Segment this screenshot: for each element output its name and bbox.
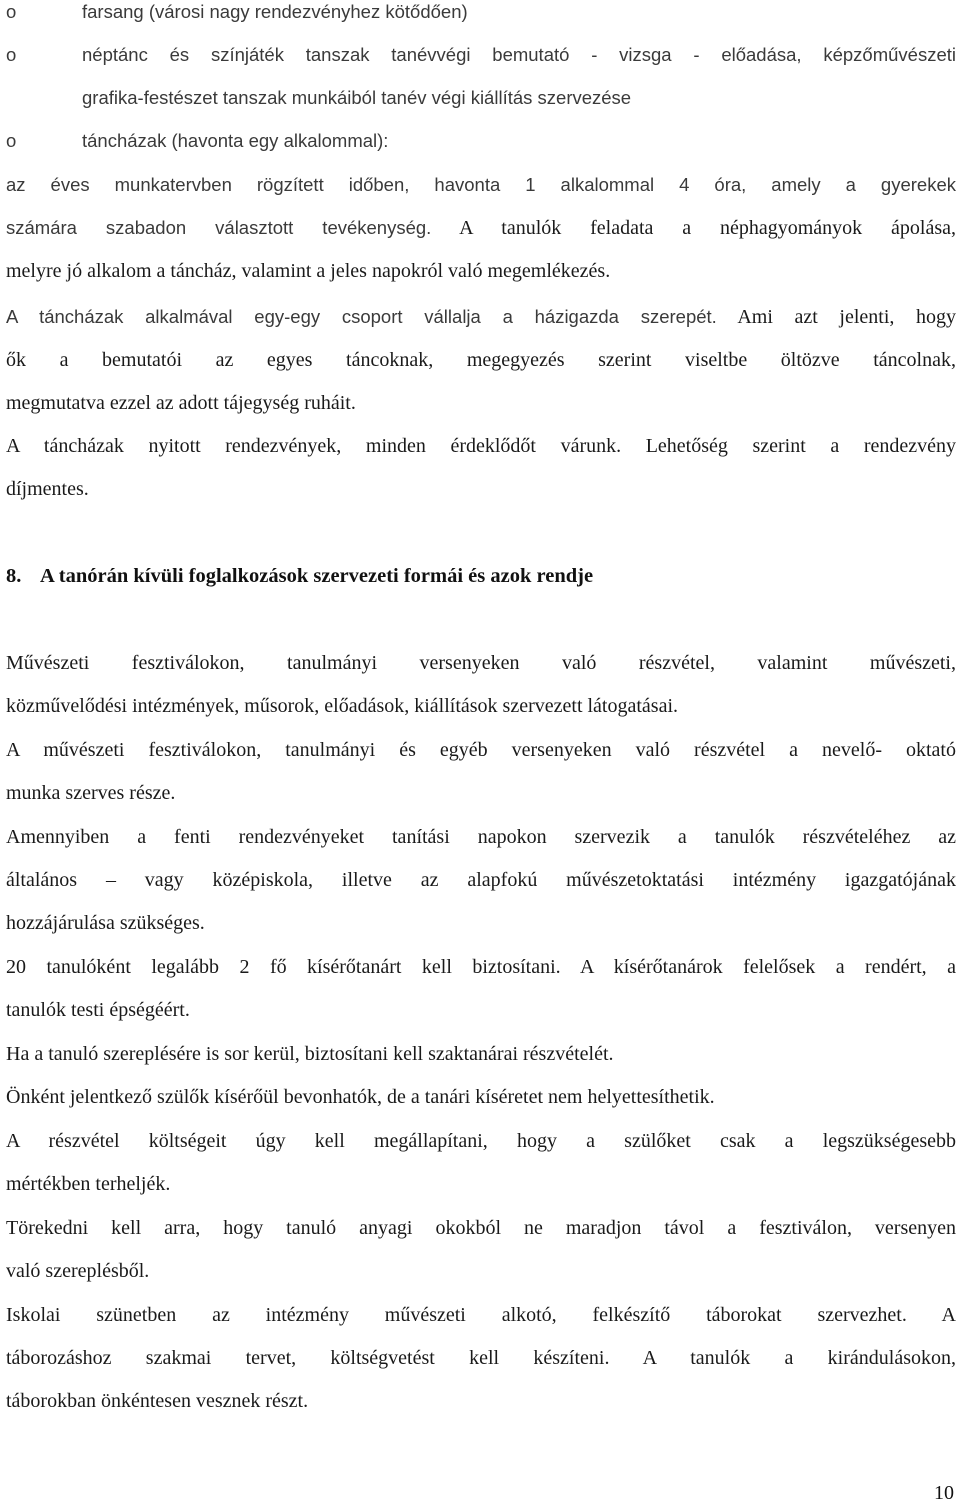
paragraph-line: Művészeti fesztiválokon, tanulmányi versenyeken való részvétel, valamint művészeti, — [6, 652, 956, 674]
paragraph — [6, 1294, 956, 1423]
paragraph-line: Iskolai szünetben az intézmény művészeti alkotó, felkészítő táborokat szervezhet. A — [6, 1304, 956, 1326]
bullet-marker: o — [6, 130, 17, 151]
paragraph-line: megmutatva ezzel az adott tájegység ruháit. — [6, 392, 356, 414]
list-item — [6, 0, 956, 33]
paragraph — [6, 1033, 956, 1076]
paragraph-line: mértékben terheljék. — [6, 1173, 171, 1195]
nyitott-paragraph — [6, 425, 956, 511]
list-item-text: farsang (városi nagy rendezvényhez kötődően) — [82, 1, 468, 22]
paragraph — [6, 1207, 956, 1293]
paragraph-line: tanulók testi épségéért. — [6, 999, 190, 1021]
section-heading — [6, 555, 593, 598]
list-item-text: táncházak (havonta egy alkalommal): — [82, 130, 389, 151]
paragraph — [6, 1076, 956, 1119]
hazigazda-paragraph — [6, 295, 956, 425]
list-item — [6, 119, 956, 162]
paragraph-line: hozzájárulása szükséges. — [6, 912, 205, 934]
page-number: 10 — [934, 1482, 954, 1504]
paragraph — [6, 729, 956, 815]
paragraph-line: munka szerves része. — [6, 782, 176, 804]
paragraph-line — [6, 295, 956, 339]
bullet-marker: o — [6, 44, 17, 65]
paragraph-line: A táncházak nyitott rendezvények, minden érdeklődőt várunk. Lehetőség szerint a rendezvény — [6, 435, 956, 457]
paragraph-line — [6, 206, 956, 250]
list-item — [6, 33, 956, 119]
paragraph-line: közművelődési intézmények, műsorok, előadások, kiállítások szervezett látogatásai. — [6, 695, 679, 717]
paragraph — [6, 642, 956, 728]
paragraph-line: melyre jó alkalom a táncház, valamint a jeles napokról való megemlékezés. — [6, 260, 611, 282]
paragraph-line: való szereplésből. — [6, 1260, 150, 1282]
paragraph-fragment: Ami azt jelenti, hogy — [737, 306, 957, 328]
paragraph-line: táborokban önkéntesen vesznek részt. — [6, 1390, 309, 1412]
paragraph-line: táborozáshoz szakmai tervet, költségvetést kell készíteni. A tanulók a kirándulásokon, — [6, 1347, 956, 1369]
paragraph-line: Amennyiben a fenti rendezvényeket tanítási napokon szervezik a tanulók részvételéhez az — [6, 826, 956, 848]
paragraph-line: az éves munkatervben rögzített időben, havonta 1 alkalommal 4 óra, amely a gyerekek — [6, 174, 956, 195]
paragraph-line: A művészeti fesztiválokon, tanulmányi és egyéb versenyeken való részvétel a nevelő- oktató — [6, 739, 956, 761]
bullet-marker: o — [6, 1, 17, 22]
paragraph-line: A részvétel költségeit úgy kell megállapítani, hogy a szülőket csak a legszükségesebb — [6, 1130, 956, 1152]
section-number: 8. — [6, 565, 22, 587]
paragraph-line: Önként jelentkező szülők kísérőül bevonhatók, de a tanári kíséretet nem helyettesíthetik. — [6, 1086, 715, 1108]
paragraph-line: díjmentes. — [6, 478, 89, 500]
paragraph-fragment: számára szabadon választott tevékenység. — [6, 217, 432, 238]
paragraph-line: ők a bemutatói az egyes táncoknak, megegyezés szerint viseltbe öltözve táncolnak, — [6, 349, 956, 371]
paragraph-line: 20 tanulóként legalább 2 fő kísérőtanárt kell biztosítani. A kísérőtanárok felelősek a rendért, a — [6, 956, 956, 978]
paragraph — [6, 816, 956, 945]
paragraph-fragment: A táncházak alkalmával egy-egy csoport vállalja a házigazda szerepét. — [6, 306, 717, 327]
paragraph-fragment: A tanulók feladata a néphagyományok ápolása, — [459, 217, 956, 239]
paragraph — [6, 1120, 956, 1206]
paragraph-line: Törekedni kell arra, hogy tanuló anyagi okokból ne maradjon távol a fesztiválon, versenyen — [6, 1217, 956, 1239]
paragraph-line: Ha a tanuló szereplésére is sor kerül, biztosítani kell szaktanárai részvételét. — [6, 1043, 614, 1065]
paragraph-line: általános – vagy középiskola, illetve az alapfokú művészetoktatási intézmény igazgatójának — [6, 869, 956, 891]
list-item-text-continued: grafika-festészet tanszak munkáiból tanév végi kiállítás szervezése — [82, 87, 632, 108]
list-item-text: néptánc és színjáték tanszak tanévvégi bemutató - vizsga - előadása, képzőművészeti — [82, 44, 956, 65]
tanchaz-paragraph — [6, 163, 956, 293]
section-title: A tanórán kívüli foglalkozások szervezeti formái és azok rendje — [40, 565, 594, 587]
paragraph — [6, 946, 956, 1032]
